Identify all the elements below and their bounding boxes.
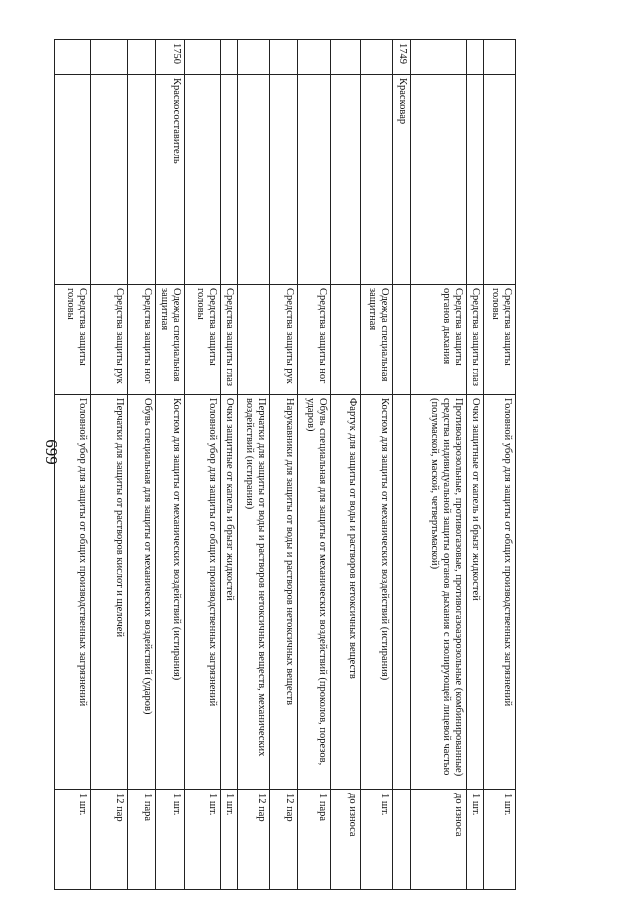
table-row — [91, 40, 128, 890]
cell-number — [270, 40, 298, 75]
cell-profession — [331, 75, 361, 285]
cell-protection-type: Средства защиты рук — [270, 285, 298, 395]
table-row — [361, 40, 393, 890]
cell-norm: 1 шт. — [55, 790, 91, 890]
cell-item: Перчатки для защиты от воды и растворов нетоксичных веществ, механических воздействий (истирания) — [238, 395, 270, 790]
ppe-norms-table — [54, 39, 516, 890]
cell-number — [91, 40, 128, 75]
cell-profession — [411, 75, 467, 285]
table-row — [411, 40, 467, 890]
cell-protection-type — [331, 285, 361, 395]
table-row — [55, 40, 91, 890]
cell-number — [128, 40, 156, 75]
rotated-table-container — [65, 39, 516, 889]
cell-norm: 12 пар — [270, 790, 298, 890]
table-row — [393, 40, 411, 890]
cell-protection-type: Средства защиты органов дыхания — [411, 285, 467, 395]
cell-item: Фартук для защиты от воды и растворов нетоксичных веществ — [331, 395, 361, 790]
cell-number — [185, 40, 221, 75]
cell-item: Противоаэрозольные, противогазовые, противогазоаэрозольные (комбинированные) средства индивидуальной защиты органов дыхания с изолирующей лицевой частью (полумаской, маской, четвертьмаской) — [411, 395, 467, 790]
cell-protection-type: Средства защиты рук — [91, 285, 128, 395]
cell-number: 1749 — [393, 40, 411, 75]
table-row — [128, 40, 156, 890]
cell-item: Нарукавники для защиты от воды и растворов нетоксичных веществ — [270, 395, 298, 790]
cell-profession — [91, 75, 128, 285]
cell-item: Перчатки для защиты от растворов кислот и щелочей — [91, 395, 128, 790]
cell-profession — [484, 75, 516, 285]
cell-norm: 1 шт. — [221, 790, 238, 890]
cell-protection-type: Средства защиты глаз — [221, 285, 238, 395]
cell-norm: 1 шт. — [467, 790, 484, 890]
cell-protection-type: Одежда специальная защитная — [156, 285, 185, 395]
cell-protection-type: Средства защиты головы — [55, 285, 91, 395]
cell-item: Костюм для защиты от механических воздействий (истирания) — [361, 395, 393, 790]
cell-number — [298, 40, 331, 75]
cell-protection-type: Средства защиты глаз — [467, 285, 484, 395]
cell-profession: Красковар — [393, 75, 411, 285]
cell-norm — [393, 790, 411, 890]
cell-number — [238, 40, 270, 75]
cell-number — [331, 40, 361, 75]
cell-number — [484, 40, 516, 75]
cell-norm: до износа — [411, 790, 467, 890]
cell-item: Головной убор для защиты от общих производственных загрязнений — [484, 395, 516, 790]
cell-number — [411, 40, 467, 75]
cell-item: Очки защитные от капель и брызг жидкостей — [221, 395, 238, 790]
cell-protection-type: Средства защиты головы — [484, 285, 516, 395]
page-number: 699 — [41, 439, 61, 465]
cell-item: Обувь специальная для защиты от механических воздействий (ударов) — [128, 395, 156, 790]
table-row — [484, 40, 516, 890]
cell-item: Очки защитные от капель и брызг жидкостей — [467, 395, 484, 790]
cell-profession — [270, 75, 298, 285]
cell-protection-type — [238, 285, 270, 395]
table-row — [221, 40, 238, 890]
cell-norm: 1 шт. — [484, 790, 516, 890]
cell-number — [467, 40, 484, 75]
cell-norm: 12 пар — [91, 790, 128, 890]
cell-profession — [185, 75, 221, 285]
table-body — [55, 40, 516, 890]
cell-item — [393, 395, 411, 790]
cell-norm: 1 шт. — [185, 790, 221, 890]
cell-number — [55, 40, 91, 75]
cell-profession — [361, 75, 393, 285]
cell-protection-type: Средства защиты головы — [185, 285, 221, 395]
cell-protection-type: Средства защиты ног — [298, 285, 331, 395]
cell-norm: 12 пар — [238, 790, 270, 890]
cell-item: Обувь специальная для защиты от механических воздействий (проколов, порезов, ударов) — [298, 395, 331, 790]
cell-protection-type: Одежда специальная защитная — [361, 285, 393, 395]
cell-protection-type: Средства защиты ног — [128, 285, 156, 395]
cell-number: 1750 — [156, 40, 185, 75]
cell-norm: 1 шт. — [156, 790, 185, 890]
cell-profession: Краскосоставитель — [156, 75, 185, 285]
cell-number — [221, 40, 238, 75]
table-row — [298, 40, 331, 890]
table-row — [467, 40, 484, 890]
cell-norm: 1 пара — [298, 790, 331, 890]
cell-protection-type — [393, 285, 411, 395]
cell-number — [361, 40, 393, 75]
table-row — [238, 40, 270, 890]
cell-profession — [298, 75, 331, 285]
cell-item: Головной убор для защиты от общих производственных загрязнений — [185, 395, 221, 790]
cell-norm: до износа — [331, 790, 361, 890]
table-row — [331, 40, 361, 890]
table-row — [185, 40, 221, 890]
cell-item: Костюм для защиты от механических воздействий (истирания) — [156, 395, 185, 790]
cell-profession — [238, 75, 270, 285]
cell-profession — [221, 75, 238, 285]
table-row — [156, 40, 185, 890]
cell-profession — [128, 75, 156, 285]
cell-profession — [55, 75, 91, 285]
table-row — [270, 40, 298, 890]
cell-item: Головной убор для защиты от общих производственных загрязнений — [55, 395, 91, 790]
cell-profession — [467, 75, 484, 285]
cell-norm: 1 пара — [128, 790, 156, 890]
cell-norm: 1 шт. — [361, 790, 393, 890]
